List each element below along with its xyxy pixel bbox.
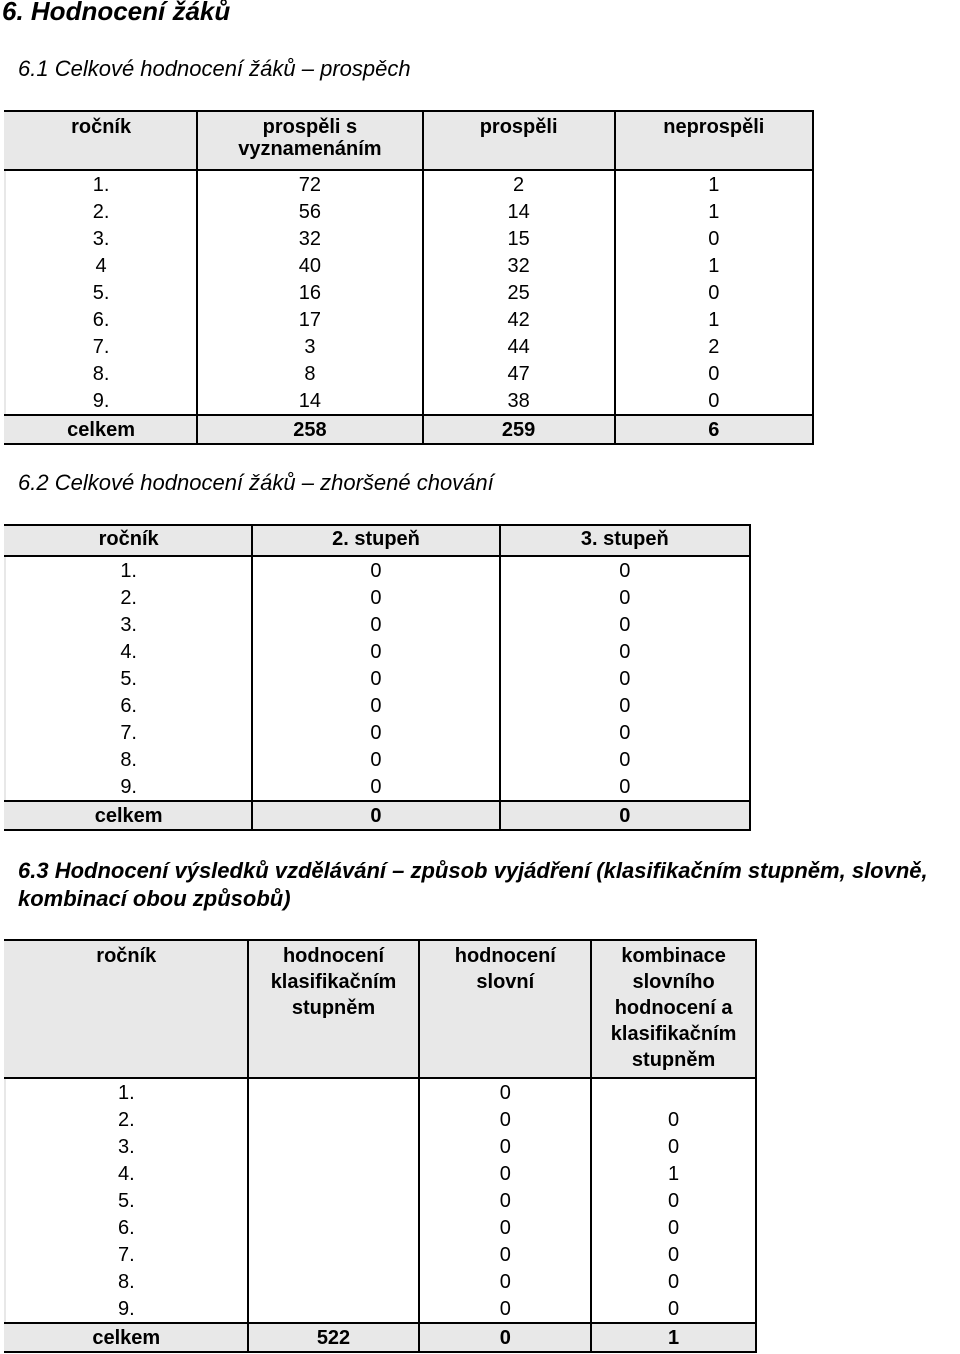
table-cell xyxy=(248,1133,420,1160)
row-label: 7. xyxy=(117,1243,135,1266)
table-cell: 0 xyxy=(419,1268,591,1295)
header-rocnik: ročník xyxy=(5,111,197,170)
table-row xyxy=(5,198,813,225)
row-label: 3. xyxy=(117,1135,135,1158)
table-cell: 0 xyxy=(500,638,750,665)
table-cell: 0 xyxy=(500,719,750,746)
row-label: 2. xyxy=(120,586,137,609)
total-value: 259 xyxy=(423,415,615,444)
total-label: celkem xyxy=(5,1323,248,1352)
table-cell xyxy=(248,1214,420,1241)
row-label: 1. xyxy=(117,1081,135,1104)
table-cell: 0 xyxy=(419,1241,591,1268)
table-cell: 32 xyxy=(197,225,422,252)
evaluation-table xyxy=(4,939,757,1353)
table-row xyxy=(5,719,750,746)
table-cell: 0 xyxy=(591,1295,756,1323)
table-cell: 8 xyxy=(197,360,422,387)
row-label: 4. xyxy=(117,1162,135,1185)
table-cell: 0 xyxy=(591,1268,756,1295)
row-label: 9. xyxy=(117,1297,135,1320)
section-1-title: 6.1 Celkové hodnocení žáků – prospěch xyxy=(18,56,411,81)
table-cell xyxy=(248,1106,420,1133)
table-cell: 44 xyxy=(423,333,615,360)
table-cell: 0 xyxy=(591,1133,756,1160)
table-cell: 0 xyxy=(252,692,499,719)
row-label: 8. xyxy=(117,1270,135,1293)
table-row xyxy=(5,665,750,692)
table-row xyxy=(5,638,750,665)
table-cell: 0 xyxy=(419,1133,591,1160)
table-cell: 0 xyxy=(252,638,499,665)
row-label: 6. xyxy=(92,308,110,331)
table-row xyxy=(5,584,750,611)
table-cell: 0 xyxy=(252,665,499,692)
table-cell: 0 xyxy=(500,665,750,692)
total-value: 1 xyxy=(591,1323,756,1352)
table-row xyxy=(5,556,750,584)
table-cell: 0 xyxy=(615,360,813,387)
table-cell xyxy=(248,1241,420,1268)
table-cell: 0 xyxy=(591,1187,756,1214)
table-cell: 0 xyxy=(615,279,813,306)
table-row xyxy=(5,1133,756,1160)
row-label: 9. xyxy=(92,389,110,412)
table-cell xyxy=(248,1187,420,1214)
table-cell: 0 xyxy=(500,584,750,611)
total-label: celkem xyxy=(5,801,252,830)
table-cell: 0 xyxy=(591,1241,756,1268)
row-label: 7. xyxy=(120,721,137,744)
table-cell: 0 xyxy=(500,556,750,584)
table-row xyxy=(5,333,813,360)
table-row xyxy=(5,773,750,801)
table-cell: 0 xyxy=(252,719,499,746)
table-row xyxy=(5,360,813,387)
table-cell: 2 xyxy=(615,333,813,360)
table-cell: 0 xyxy=(419,1187,591,1214)
table-cell: 2 xyxy=(423,170,615,198)
table-cell: 0 xyxy=(500,611,750,638)
total-value: 258 xyxy=(197,415,422,444)
row-label: 4. xyxy=(120,640,137,663)
row-label: 4 xyxy=(95,254,107,277)
table-cell: 56 xyxy=(197,198,422,225)
header-rocnik: ročník xyxy=(5,525,252,556)
table-cell: 1 xyxy=(615,252,813,279)
table-cell xyxy=(248,1295,420,1323)
section-3-title: 6.3 Hodnocení výsledků vzdělávání – způsob vyjádření (klasifikačním stupněm, slovně, kombinací obou způsobů) xyxy=(18,858,928,911)
table-row xyxy=(5,306,813,333)
evaluation-total-row xyxy=(5,1323,756,1352)
header-stupen-2: 2. stupeň xyxy=(252,525,499,556)
table-row xyxy=(5,1160,756,1187)
table-cell: 1 xyxy=(615,170,813,198)
row-label: 3. xyxy=(92,227,110,250)
table-cell: 1 xyxy=(615,198,813,225)
table-cell: 14 xyxy=(423,198,615,225)
table-cell: 1 xyxy=(615,306,813,333)
row-label: 6. xyxy=(117,1216,135,1239)
grades-total-row xyxy=(5,415,813,444)
header-stupen-3: 3. stupeň xyxy=(500,525,750,556)
table-row xyxy=(5,746,750,773)
table-cell: 1 xyxy=(591,1160,756,1187)
row-label: 9. xyxy=(120,775,137,798)
table-cell: 0 xyxy=(419,1295,591,1323)
table-cell: 0 xyxy=(591,1214,756,1241)
table-cell: 0 xyxy=(500,746,750,773)
table-cell: 0 xyxy=(500,773,750,801)
row-label: 2. xyxy=(92,200,110,223)
row-label: 1. xyxy=(92,173,110,196)
section-2-title: 6.2 Celkové hodnocení žáků – zhoršené chování xyxy=(18,470,494,495)
table-cell: 17 xyxy=(197,306,422,333)
row-label: 7. xyxy=(92,335,110,358)
row-label: 5. xyxy=(117,1189,135,1212)
table-cell: 0 xyxy=(252,746,499,773)
table-cell: 15 xyxy=(423,225,615,252)
header-slovni: hodnocení slovní xyxy=(419,940,591,1078)
total-value: 0 xyxy=(252,801,499,830)
header-neprospeli: neprospěli xyxy=(615,111,813,170)
table-row xyxy=(5,252,813,279)
total-value: 6 xyxy=(615,415,813,444)
table-cell: 42 xyxy=(423,306,615,333)
table-cell: 16 xyxy=(197,279,422,306)
table-cell: 38 xyxy=(423,387,615,415)
table-row xyxy=(5,1187,756,1214)
table-row xyxy=(5,611,750,638)
behaviour-table-header xyxy=(5,525,750,556)
header-prospeli: prospěli xyxy=(423,111,615,170)
table-cell: 0 xyxy=(591,1106,756,1133)
behaviour-table xyxy=(4,524,751,831)
total-value: 0 xyxy=(500,801,750,830)
table-cell: 0 xyxy=(419,1214,591,1241)
table-cell: 14 xyxy=(197,387,422,415)
row-label: 5. xyxy=(120,667,137,690)
header-rocnik: ročník xyxy=(5,940,248,1078)
table-cell: 0 xyxy=(419,1078,591,1106)
table-cell: 0 xyxy=(615,387,813,415)
page-heading: 6. Hodnocení žáků xyxy=(2,0,231,26)
table-cell: 32 xyxy=(423,252,615,279)
table-cell: 47 xyxy=(423,360,615,387)
table-row xyxy=(5,170,813,198)
table-cell: 0 xyxy=(252,611,499,638)
table-row xyxy=(5,1295,756,1323)
header-vyznamenani: prospěli s vyznamenáním xyxy=(197,111,422,170)
table-cell: 0 xyxy=(615,225,813,252)
header-klasifikace: hodnocení klasifikačním stupněm xyxy=(248,940,420,1078)
table-row xyxy=(5,225,813,252)
table-row xyxy=(5,1241,756,1268)
table-row xyxy=(5,1214,756,1241)
table-cell: 40 xyxy=(197,252,422,279)
table-cell: 0 xyxy=(500,692,750,719)
table-cell xyxy=(248,1268,420,1295)
table-cell: 0 xyxy=(252,584,499,611)
table-cell: 0 xyxy=(252,773,499,801)
table-cell: 0 xyxy=(419,1160,591,1187)
row-label: 1. xyxy=(120,559,137,582)
evaluation-table-header xyxy=(5,940,756,1078)
behaviour-total-row xyxy=(5,801,750,830)
grades-table xyxy=(4,110,814,445)
table-cell: 3 xyxy=(197,333,422,360)
row-label: 8. xyxy=(120,748,137,771)
table-row xyxy=(5,1268,756,1295)
header-kombinace: kombinace slovního hodnocení a klasifikačním stupněm xyxy=(591,940,756,1078)
table-row xyxy=(5,692,750,719)
row-label: 8. xyxy=(92,362,110,385)
row-label: 3. xyxy=(120,613,137,636)
table-cell: 0 xyxy=(419,1106,591,1133)
total-label: celkem xyxy=(5,415,197,444)
grades-table-header xyxy=(5,111,813,170)
total-value: 522 xyxy=(248,1323,420,1352)
table-cell xyxy=(591,1078,756,1106)
row-label: 6. xyxy=(120,694,137,717)
total-value: 0 xyxy=(419,1323,591,1352)
table-cell: 72 xyxy=(197,170,422,198)
table-cell: 0 xyxy=(252,556,499,584)
table-cell xyxy=(248,1160,420,1187)
table-row xyxy=(5,279,813,306)
table-row xyxy=(5,387,813,415)
table-cell xyxy=(248,1078,420,1106)
table-row xyxy=(5,1106,756,1133)
table-row xyxy=(5,1078,756,1106)
row-label: 5. xyxy=(92,281,110,304)
row-label: 2. xyxy=(117,1108,135,1131)
table-cell: 25 xyxy=(423,279,615,306)
